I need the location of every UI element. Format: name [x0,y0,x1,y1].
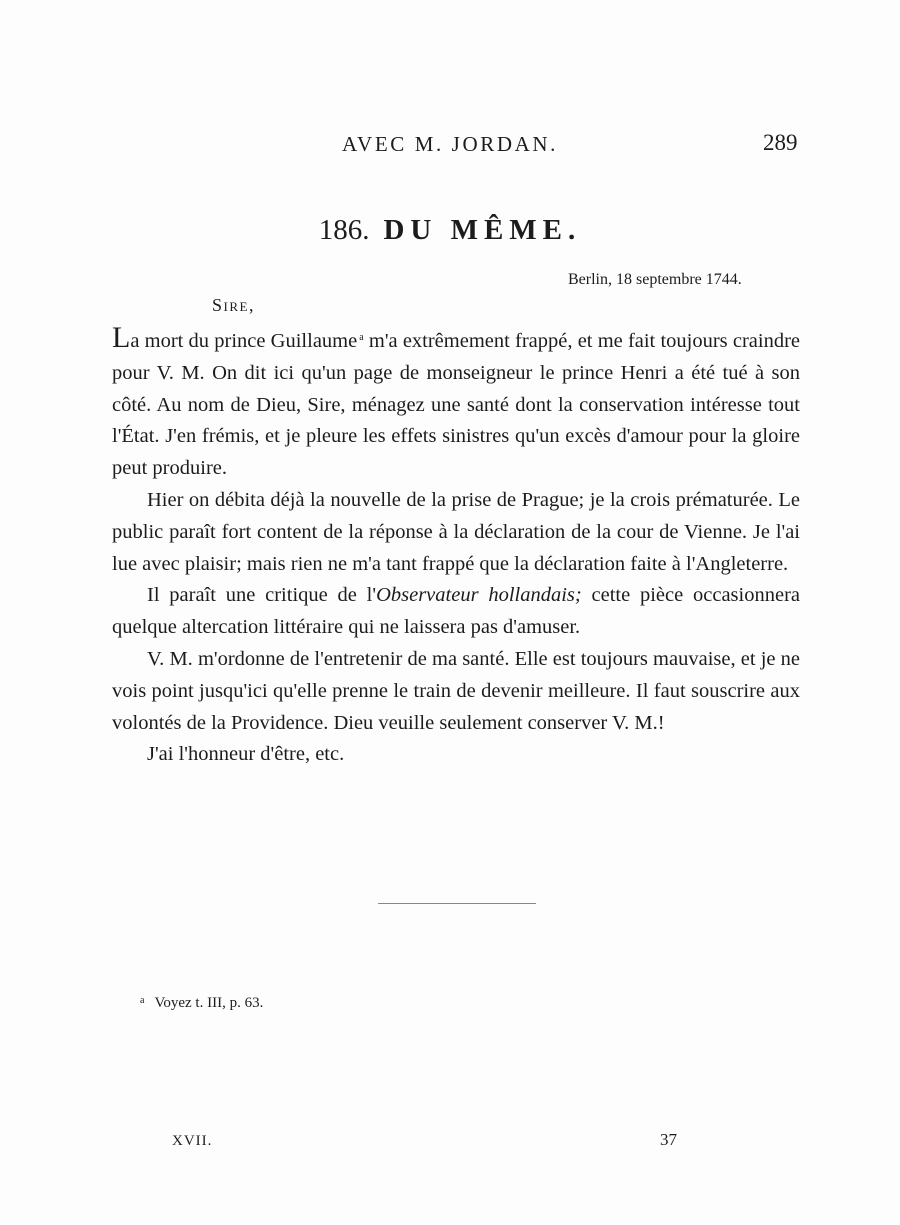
footnote-reference: a [359,332,364,343]
salutation: Sire, [212,295,255,315]
paragraph-1-text-a: a mort du prince Guillaume [130,330,358,352]
paragraph-1 [112,322,800,485]
volume-signature: XVII. [172,1133,213,1149]
paragraph-2: Hier on débita déjà la nouvelle de la prise de Prague; je la crois prématurée. Le public paraît fort content de la réponse à la déclaration de la cour de Vienne. Je l'ai lue avec plaisir; mais rien ne m'a tant frappé que la déclaration faite à l'Angleterre. [112,488,800,575]
paragraph-3 [112,580,800,644]
dateline: Berlin, 18 septembre 1744. [568,271,742,288]
footnote-text: Voyez t. III, p. 63. [154,995,264,1011]
footnote-mark: a [140,995,145,1006]
footnote [140,995,263,1012]
closing: J'ai l'honneur d'être, etc. [147,743,345,766]
separator-rule [378,903,536,904]
paragraph-3-text-a: Il paraît une critique de l' [147,584,377,607]
paragraph-1-text-b: m'a extrêmement frappé, et me fait toujours craindre pour V. M. On dit ici qu'un page de monseigneur le prince Henri a été tué à son côté. Au nom de Dieu, Sire, ménagez une santé dont la conservation intéresse tout l'État. J'en frémis, et je pleure les effets sinistres qu'un excès d'amour pour la gloire peut produire. [112,330,801,480]
paragraph-3-italic-title: Observateur hollandais; [376,584,582,607]
letter-number: 186. [318,214,370,246]
running-head: AVEC M. JORDAN. [342,132,558,156]
letter-title: DU MÊME. [383,214,582,246]
page-number: 289 [763,130,798,155]
letter-heading [0,214,900,247]
paragraph-4: V. M. m'ordonne de l'entretenir de ma santé. Elle est toujours mauvaise, et je ne vois point jusqu'ici qu'elle prenne le train de devenir meilleure. Il faut souscrire aux volontés de la Providence. Dieu veuille seulement conserver V. M.! [112,647,800,734]
letter-body [112,322,800,771]
sheet-number: 37 [660,1130,677,1149]
drop-cap: L [112,321,131,354]
paragraph-3-text-b: cette pièce occasionnera quelque altercation littéraire qui ne laissera pas d'amuser. [112,584,800,639]
